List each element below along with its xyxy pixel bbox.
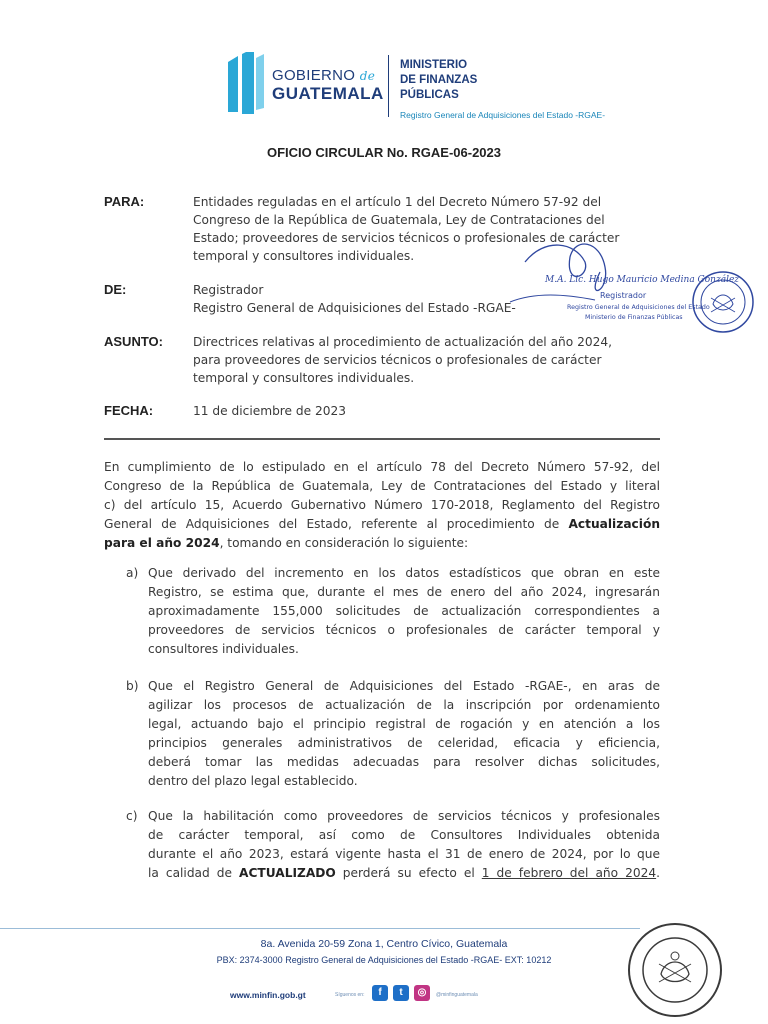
- intro-line: c) del artículo 15, Acuerdo Gubernativo Número 170-2018, Reglamento del Registro: [104, 498, 660, 512]
- item-line: Registro, se estima que, durante el mes de enero del año 2024, ingresarán: [148, 585, 660, 599]
- para-label: PARA:: [104, 194, 145, 209]
- item-line: Que la habilitación como proveedores de servicios técnicos y profesionales: [148, 809, 660, 823]
- gobierno-logo-text: [272, 68, 384, 102]
- de-label: DE:: [104, 282, 127, 297]
- para-line: Estado; proveedores de servicios técnicos o profesionales de carácter: [193, 231, 620, 245]
- item-underlined-date: 1 de febrero del año 2024: [481, 866, 657, 880]
- footer-address: 8a. Avenida 20-59 Zona 1, Centro Cívico, Guatemala: [260, 938, 508, 950]
- item-text: perderá su efecto el: [335, 866, 482, 880]
- item-line: agilizar los procesos de actualización de la inscripción por ordenamiento: [148, 698, 660, 712]
- para-line: temporal y consultores individuales.: [193, 249, 415, 263]
- item-line: durante el año 2023, estará vigente hasta el 31 de enero de 2024, por lo que: [148, 847, 660, 861]
- gobierno-word: GOBIERNO: [272, 67, 356, 84]
- intro-line: [104, 515, 660, 534]
- intro-bold: para el año 2024: [104, 536, 220, 550]
- item-line: principios generales administrativos de celeridad, eficacia y eficiencia,: [148, 736, 660, 750]
- footer-pbx: PBX: 2374-3000 Registro General de Adquisiciones del Estado -RGAE- EXT: 10212: [216, 955, 552, 965]
- asunto-label: ASUNTO:: [104, 334, 163, 349]
- item-line: Que el Registro General de Adquisiciones del Estado -RGAE-, en aras de: [148, 679, 660, 693]
- intro-line: [104, 534, 660, 553]
- ministry-line-1: MINISTERIO: [400, 59, 468, 71]
- section-divider: [104, 438, 660, 440]
- item-line: consultores individuales.: [148, 642, 299, 656]
- intro-paragraph: [104, 458, 660, 553]
- para-line: Congreso de la República de Guatemala, Ley de Contrataciones del: [193, 213, 605, 227]
- para-line: Entidades reguladas en el artículo 1 del Decreto Número 57-92 del: [193, 195, 602, 209]
- item-line: de carácter temporal, así como de Consultores Individuales obtenida: [148, 828, 660, 842]
- signature-name: M.A. Lic. Hugo Mauricio Medina González: [545, 275, 740, 285]
- item-bold: ACTUALIZADO: [239, 866, 336, 880]
- item-line: legal, actuando bajo el principio registral de rogación y en atención a los: [148, 717, 660, 731]
- item-letter: b): [126, 679, 139, 693]
- footer-website-link[interactable]: www.minfin.gob.gt: [230, 990, 306, 1000]
- item-line: proveedores de servicios técnicos o profesionales de carácter temporal y: [148, 623, 660, 637]
- fecha-label: FECHA:: [104, 403, 154, 418]
- signature-and-seal: [505, 232, 755, 342]
- de-word: de: [359, 69, 376, 83]
- item-text: la calidad de: [148, 866, 240, 880]
- de-line: Registrador: [193, 283, 264, 297]
- footer-handle: @minfinguatemala: [436, 992, 478, 998]
- gobierno-logo-bars-icon: [226, 52, 266, 116]
- instagram-icon[interactable]: ◎: [414, 985, 430, 1001]
- ministry-line-2: DE FINANZAS: [400, 74, 478, 86]
- de-line: Registro General de Adquisiciones del Estado -RGAE-: [193, 301, 516, 315]
- intro-line: En cumplimiento de lo estipulado en el artículo 78 del Decreto Número 57-92, del: [104, 460, 660, 474]
- item-line: aproximadamente 155,000 solicitudes de actualización correspondientes a: [148, 604, 660, 618]
- item-line: Que derivado del incremento en los datos estadísticos que obran en este: [148, 566, 660, 580]
- document-title: OFICIO CIRCULAR No. RGAE-06-2023: [266, 145, 502, 160]
- signature-title: Registrador: [600, 291, 647, 300]
- fecha-value: 11 de diciembre de 2023: [193, 404, 347, 418]
- item-letter: a): [126, 566, 139, 580]
- asunto-line: para proveedores de servicios técnicos o profesionales de carácter: [193, 353, 602, 367]
- guatemala-word: GUATEMALA: [272, 84, 384, 103]
- registry-stamp-icon: [625, 920, 725, 1020]
- asunto-line: temporal y consultores individuales.: [193, 371, 415, 385]
- asunto-line: Directrices relativas al procedimiento de actualización del año 2024,: [193, 335, 612, 349]
- registry-subtitle: Registro General de Adquisiciones del Estado -RGAE-: [400, 110, 606, 120]
- signature-ministry: Ministerio de Finanzas Públicas: [585, 314, 683, 321]
- intro-text: , tomando en consideración lo siguiente:: [219, 536, 469, 550]
- facebook-icon[interactable]: f: [372, 985, 388, 1001]
- intro-text: General de Adquisiciones del Estado, referente al procedimiento de: [104, 517, 569, 531]
- signature-org: Registro General de Adquisiciones del Estado: [567, 304, 710, 311]
- header-divider: [388, 55, 389, 117]
- footer-follow-text: Síguenos en:: [335, 992, 365, 998]
- item-line: deberá tomar las medidas adecuadas para resolver dichas solicitudes,: [148, 755, 660, 769]
- item-text: .: [656, 866, 660, 880]
- item-line: dentro del plazo legal establecido.: [148, 774, 358, 788]
- item-line: [148, 864, 660, 883]
- twitter-icon[interactable]: t: [393, 985, 409, 1001]
- ministry-name: [400, 58, 477, 103]
- ministry-line-3: PÚBLICAS: [400, 89, 459, 101]
- intro-bold: Actualización: [568, 517, 660, 531]
- intro-line: Congreso de la República de Guatemala, Ley de Contrataciones del Estado y literal: [104, 479, 660, 493]
- footer-divider: [0, 928, 640, 929]
- item-letter: c): [126, 809, 138, 823]
